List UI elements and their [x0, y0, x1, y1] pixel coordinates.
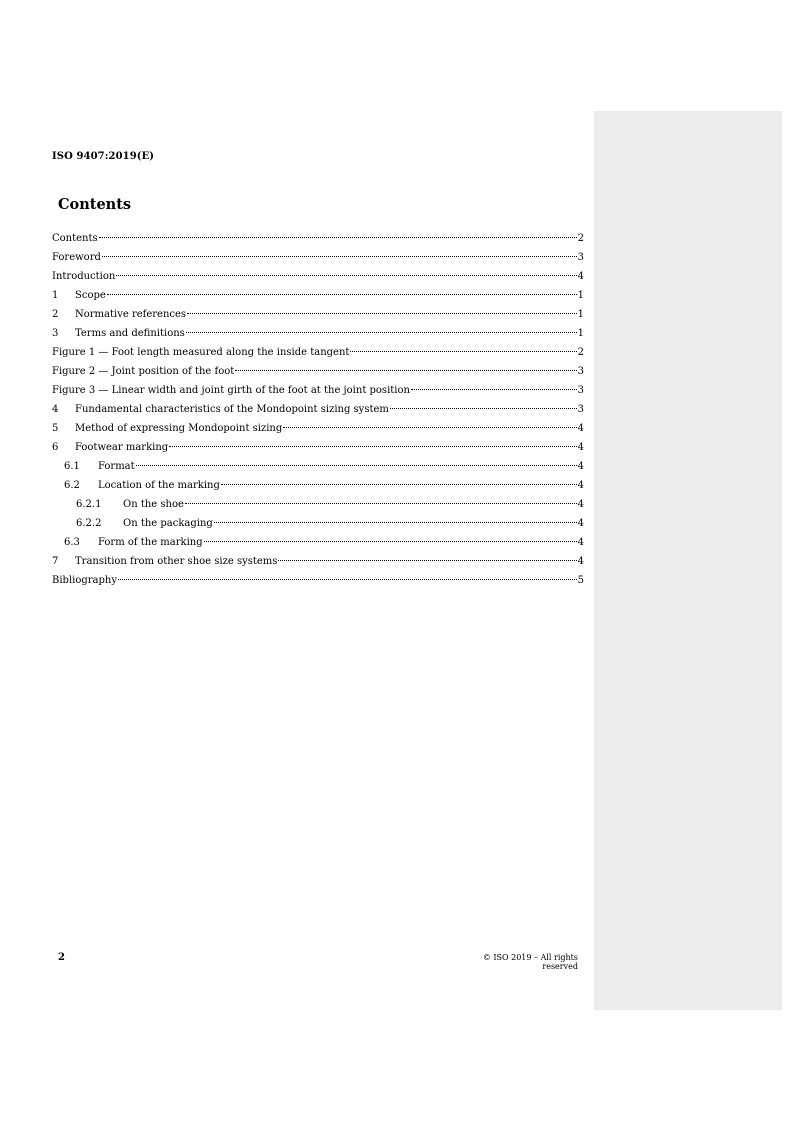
toc-entry[interactable] — [52, 324, 584, 343]
toc-entry-number: 7 — [52, 556, 59, 567]
toc-leader-dots — [118, 579, 577, 580]
toc-leader-dots — [350, 351, 576, 352]
toc-entry-title: On the packaging — [123, 518, 213, 529]
toc-entry-title: Transition from other shoe size systems — [75, 556, 278, 567]
toc-entry-title: Terms and definitions — [75, 328, 185, 339]
contents-heading: Contents — [58, 196, 132, 213]
toc-entry-page: 3 — [577, 385, 584, 396]
table-of-contents — [52, 229, 584, 590]
toc-entry[interactable] — [52, 305, 584, 324]
document-id-header: ISO 9407:2019(E) — [52, 151, 155, 162]
toc-leader-dots — [187, 313, 577, 314]
toc-entry[interactable] — [52, 457, 584, 476]
toc-entry-title: Figure 3 — Linear width and joint girth of the foot at the joint position — [52, 385, 410, 396]
toc-leader-dots — [136, 465, 577, 466]
toc-entry-page: 3 — [577, 366, 584, 377]
footer-page-number: 2 — [58, 952, 65, 963]
toc-entry-title: On the shoe — [123, 499, 184, 510]
toc-entry[interactable] — [52, 419, 584, 438]
toc-entry-number: 5 — [52, 423, 59, 434]
toc-entry-page: 4 — [577, 499, 584, 510]
toc-entry[interactable] — [52, 571, 584, 590]
toc-entry-page: 4 — [577, 271, 584, 282]
toc-leader-dots — [283, 427, 576, 428]
toc-entry[interactable] — [52, 267, 584, 286]
toc-entry[interactable] — [52, 495, 584, 514]
toc-leader-dots — [235, 370, 576, 371]
toc-entry-page: 1 — [577, 328, 584, 339]
toc-entry-page: 5 — [577, 575, 584, 586]
toc-entry-title: Bibliography — [52, 575, 117, 586]
toc-entry[interactable] — [52, 343, 584, 362]
toc-entry-page: 2 — [577, 233, 584, 244]
toc-leader-dots — [221, 484, 577, 485]
toc-entry-title: Scope — [75, 290, 106, 301]
toc-leader-dots — [185, 503, 577, 504]
toc-entry-page: 3 — [577, 252, 584, 263]
toc-entry-number: 6.1 — [64, 461, 80, 472]
footer-copyright: © ISO 2019 – All rights reserved — [482, 953, 578, 971]
toc-entry-title: Method of expressing Mondopoint sizing — [75, 423, 283, 434]
toc-entry-page: 4 — [577, 556, 584, 567]
toc-entry-page: 4 — [577, 423, 584, 434]
toc-entry[interactable] — [52, 438, 584, 457]
toc-entry-number: 4 — [52, 404, 59, 415]
toc-entry-page: 2 — [577, 347, 584, 358]
toc-entry-number: 1 — [52, 290, 59, 301]
toc-entry-page: 4 — [577, 442, 584, 453]
comment-pane — [594, 111, 782, 1010]
toc-entry[interactable] — [52, 552, 584, 571]
toc-entry-title: Foreword — [52, 252, 101, 263]
toc-leader-dots — [169, 446, 576, 447]
toc-entry-title: Normative references — [75, 309, 187, 320]
toc-entry[interactable] — [52, 286, 584, 305]
toc-leader-dots — [107, 294, 577, 295]
toc-entry-number: 3 — [52, 328, 59, 339]
toc-leader-dots — [278, 560, 576, 561]
toc-entry-page: 1 — [577, 290, 584, 301]
toc-entry-number: 6.2 — [64, 480, 80, 491]
toc-leader-dots — [390, 408, 577, 409]
toc-leader-dots — [102, 256, 577, 257]
toc-entry-number: 2 — [52, 309, 59, 320]
toc-entry-number: 6.2.1 — [76, 499, 102, 510]
toc-leader-dots — [186, 332, 577, 333]
toc-leader-dots — [99, 237, 577, 238]
toc-entry-title: Introduction — [52, 271, 116, 282]
toc-entry[interactable] — [52, 476, 584, 495]
toc-entry-title: Form of the marking — [98, 537, 203, 548]
toc-entry-page: 1 — [577, 309, 584, 320]
toc-entry-title: Figure 2 — Joint position of the foot — [52, 366, 235, 377]
toc-leader-dots — [411, 389, 577, 390]
toc-entry-page: 4 — [577, 537, 584, 548]
toc-entry[interactable] — [52, 229, 584, 248]
toc-entry-title: Figure 1 — Foot length measured along the inside tangent — [52, 347, 350, 358]
toc-entry-page: 4 — [577, 518, 584, 529]
toc-entry-page: 3 — [577, 404, 584, 415]
toc-entry[interactable] — [52, 400, 584, 419]
toc-entry-title: Footwear marking — [75, 442, 169, 453]
toc-entry[interactable] — [52, 362, 584, 381]
toc-leader-dots — [116, 275, 576, 276]
toc-entry-title: Format — [98, 461, 135, 472]
toc-entry-number: 6.3 — [64, 537, 80, 548]
toc-entry-title: Location of the marking — [98, 480, 220, 491]
toc-entry[interactable] — [52, 381, 584, 400]
toc-entry-title: Fundamental characteristics of the Mondopoint sizing system — [75, 404, 389, 415]
toc-leader-dots — [214, 522, 577, 523]
toc-entry-title: Contents — [52, 233, 98, 244]
toc-entry[interactable] — [52, 514, 584, 533]
toc-entry[interactable] — [52, 248, 584, 267]
toc-leader-dots — [204, 541, 577, 542]
toc-entry[interactable] — [52, 533, 584, 552]
toc-entry-number: 6 — [52, 442, 59, 453]
toc-entry-page: 4 — [577, 461, 584, 472]
toc-entry-page: 4 — [577, 480, 584, 491]
toc-entry-number: 6.2.2 — [76, 518, 102, 529]
